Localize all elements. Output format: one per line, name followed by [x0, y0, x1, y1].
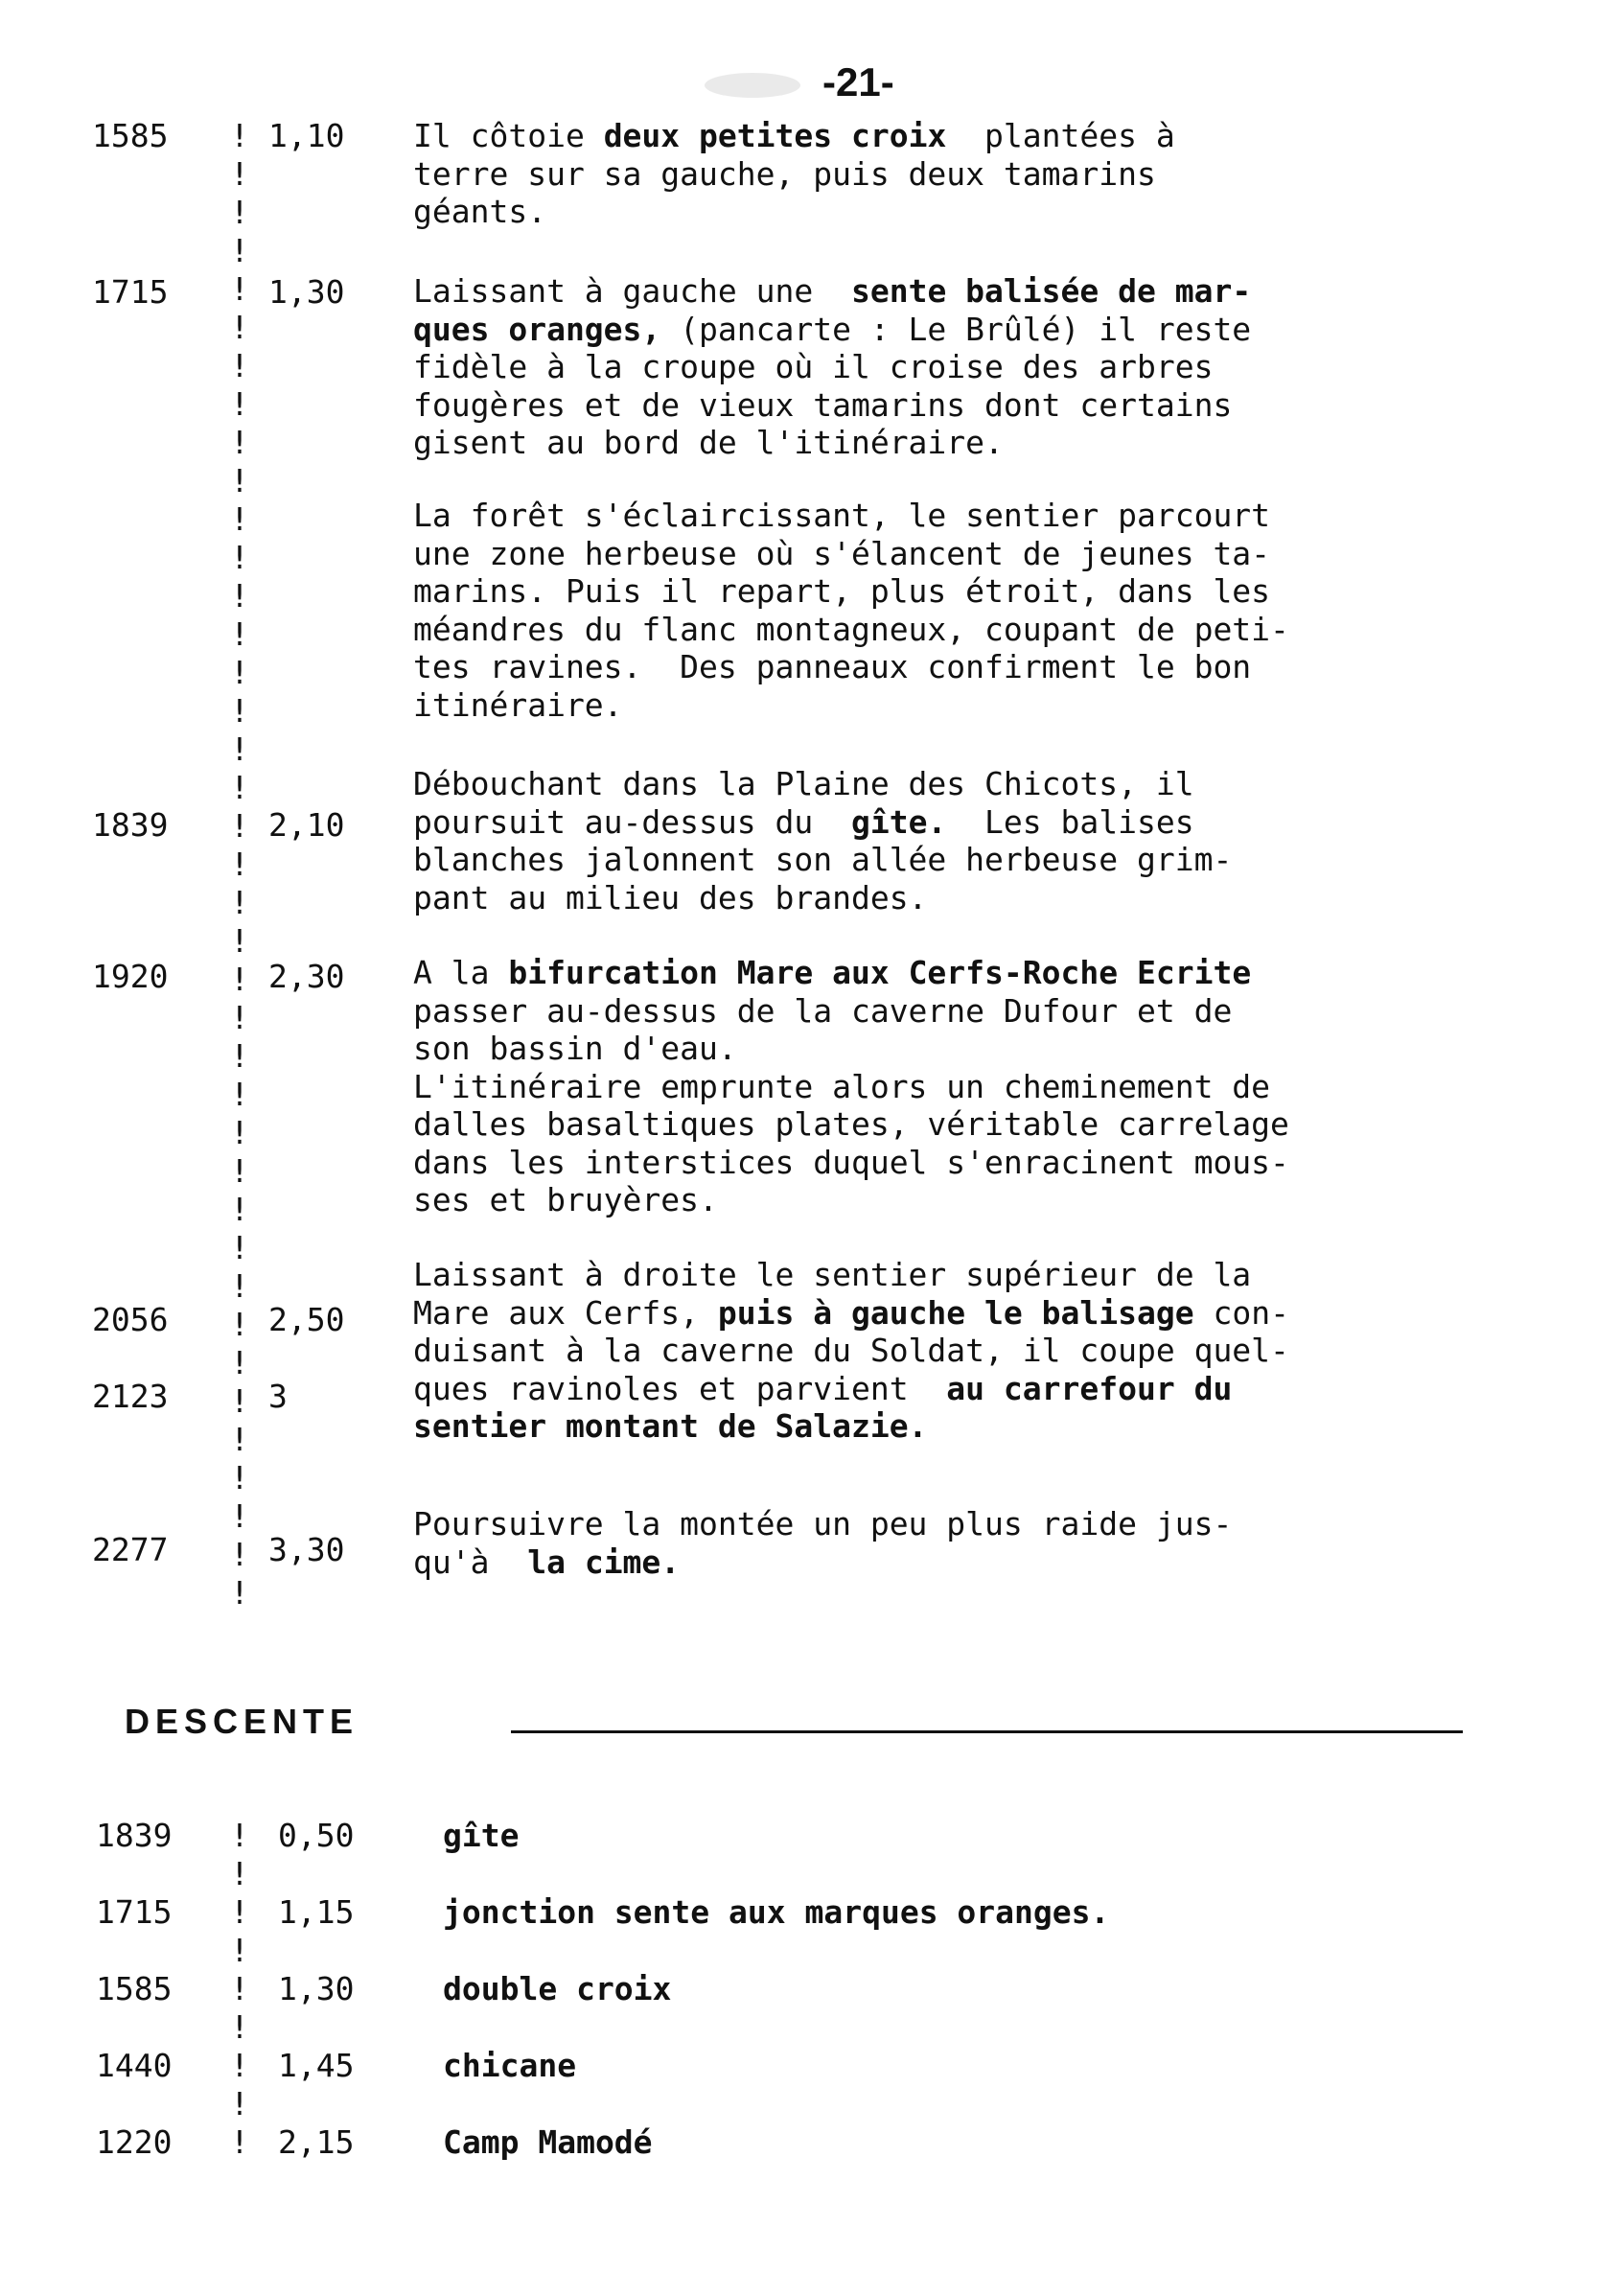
separator-mark: ! — [230, 462, 249, 499]
description-line — [413, 879, 1487, 917]
separator-mark: ! — [230, 884, 249, 921]
description-line — [413, 1505, 1487, 1543]
emphasis-text: au carrefour du — [946, 1369, 1233, 1407]
emphasis-text: la cime. — [527, 1542, 681, 1581]
text-segment: méandres du flanc montagneux, coupant de peti- — [413, 610, 1289, 648]
altitude-value: 2277 — [92, 1531, 169, 1568]
altitude-value: 1839 — [92, 806, 169, 844]
time-value: 1,10 — [268, 117, 345, 154]
separator-mark: ! — [230, 731, 249, 768]
text-segment: itinéraire. — [413, 685, 623, 724]
separator-mark: ! — [230, 1536, 249, 1573]
description-line — [413, 155, 1487, 194]
description-line — [413, 1294, 1487, 1333]
separator-mark: ! — [230, 615, 249, 653]
waypoint-label: double croix — [443, 1970, 672, 2007]
time-value: 1,30 — [278, 1970, 355, 2007]
description-line — [413, 803, 1487, 842]
text-segment: con- — [1193, 1293, 1289, 1332]
separator-mark: ! — [230, 1152, 249, 1190]
description-line — [413, 1256, 1487, 1294]
description-line — [413, 272, 1487, 311]
time-value: 1,30 — [268, 273, 345, 311]
description-line — [413, 1332, 1487, 1370]
emphasis-text: bifurcation Mare aux Cerfs-Roche Ecrite — [508, 954, 1252, 991]
text-segment: pant au milieu des brandes. — [413, 878, 928, 916]
emphasis-text: gîte. — [850, 802, 947, 841]
text-segment: duisant à la caverne du Soldat, il coupe quel- — [413, 1332, 1289, 1369]
time-value: 2,10 — [268, 806, 345, 844]
description-paragraph — [413, 1505, 1487, 1581]
text-segment: terre sur sa gauche, puis deux tamarins — [413, 154, 1156, 193]
text-segment: L'itinéraire emprunte alors un cheminement de — [413, 1067, 1271, 1105]
text-segment: une zone herbeuse où s'élancent de jeunes ta- — [413, 534, 1271, 572]
separator-mark: ! — [230, 309, 249, 346]
separator-mark: ! — [230, 1497, 249, 1535]
description-line — [413, 386, 1487, 425]
time-value: 2,50 — [268, 1301, 345, 1338]
separator-mark: ! — [230, 1932, 249, 1969]
text-segment: poursuit au-dessus du — [413, 802, 851, 841]
separator-mark: ! — [230, 2085, 249, 2122]
page-number: -21- — [822, 59, 894, 104]
separator-mark: ! — [230, 1970, 249, 2007]
description-line — [413, 686, 1487, 725]
description-line — [413, 992, 1487, 1031]
description-line — [413, 954, 1487, 992]
separator-mark: ! — [230, 1229, 249, 1266]
description-line — [413, 765, 1487, 803]
text-segment: fougères et de vieux tamarins dont certains — [413, 385, 1233, 424]
description-line — [413, 841, 1487, 879]
description-line — [413, 1370, 1487, 1408]
separator-mark: ! — [230, 1382, 249, 1420]
separator-mark: ! — [230, 1459, 249, 1496]
description-line — [413, 311, 1487, 349]
text-segment: son bassin d'eau. — [413, 1030, 737, 1067]
description-paragraph — [413, 1256, 1487, 1446]
time-value: 3 — [268, 1378, 288, 1415]
separator-mark: ! — [230, 500, 249, 538]
description-line — [413, 193, 1487, 231]
waypoint-label: Camp Mamodé — [443, 2123, 653, 2161]
separator-mark: ! — [230, 846, 249, 883]
separator-mark: ! — [230, 539, 249, 576]
waypoint-label: gîte — [443, 1817, 520, 1854]
emphasis-text: deux petites croix — [603, 117, 947, 154]
altitude-value: 1920 — [92, 958, 169, 995]
text-segment: dans les interstices duquel s'enracinent mous- — [413, 1143, 1289, 1181]
altitude-value: 1715 — [96, 1893, 173, 1931]
section-title: DESCENTE — [125, 1702, 359, 1741]
altitude-value: 1440 — [96, 2047, 173, 2084]
description-line — [413, 497, 1487, 535]
description-line — [413, 1144, 1487, 1182]
separator-mark: ! — [230, 1267, 249, 1305]
text-segment: La forêt s'éclaircissant, le sentier parcourt — [413, 497, 1271, 534]
text-segment: dalles basaltiques plates, véritable carrelage — [413, 1105, 1289, 1143]
separator-mark: ! — [230, 347, 249, 384]
separator-mark: ! — [230, 155, 249, 193]
description-line — [413, 1105, 1487, 1144]
separator-mark: ! — [230, 232, 249, 269]
section-rule — [511, 1730, 1463, 1733]
description-line — [413, 1068, 1487, 1106]
time-value: 2,30 — [268, 958, 345, 995]
description-paragraph — [413, 117, 1487, 231]
separator-mark: ! — [230, 194, 249, 231]
text-segment: A la — [413, 954, 509, 991]
description-line — [413, 117, 1487, 155]
altitude-value: 1715 — [92, 273, 169, 311]
separator-mark: ! — [230, 2123, 249, 2161]
description-line — [413, 424, 1487, 462]
separator-mark: ! — [230, 807, 249, 845]
separator-mark: ! — [230, 1037, 249, 1075]
text-segment: ques ravinoles et parvient — [413, 1369, 947, 1407]
time-value: 2,15 — [278, 2123, 355, 2161]
separator-mark: ! — [230, 961, 249, 998]
altitude-value: 2056 — [92, 1301, 169, 1338]
emphasis-text: sente balisée de mar- — [850, 272, 1252, 310]
waypoint-label: jonction sente aux marques oranges. — [443, 1893, 1110, 1931]
text-segment: Il côtoie — [413, 117, 604, 154]
separator-mark: ! — [230, 692, 249, 730]
separator-mark: ! — [230, 1344, 249, 1381]
altitude-value: 2123 — [92, 1378, 169, 1415]
separator-mark: ! — [230, 117, 249, 154]
altitude-value: 1220 — [96, 2123, 173, 2161]
text-segment: gisent au bord de l'itinéraire. — [413, 424, 1004, 461]
text-segment: qu'à — [413, 1542, 528, 1581]
separator-mark: ! — [230, 1855, 249, 1892]
waypoint-label: chicane — [443, 2047, 577, 2084]
text-segment: Laissant à droite le sentier supérieur de la — [413, 1256, 1252, 1293]
separator-mark: ! — [230, 769, 249, 806]
separator-mark: ! — [230, 2008, 249, 2046]
separator-mark: ! — [230, 2047, 249, 2084]
description-line — [413, 1181, 1487, 1219]
text-segment: passer au-dessus de la caverne Dufour et de — [413, 991, 1233, 1030]
text-segment: géants. — [413, 193, 547, 230]
text-segment: (pancarte : Le Brûlé) il reste — [660, 310, 1252, 348]
description-line — [413, 1543, 1487, 1582]
separator-mark: ! — [230, 922, 249, 960]
time-value: 1,45 — [278, 2047, 355, 2084]
text-segment: Les balises — [946, 802, 1194, 841]
separator-mark: ! — [230, 577, 249, 615]
description-paragraph — [413, 954, 1487, 1219]
description-line — [413, 1407, 1487, 1446]
separator-mark: ! — [230, 270, 249, 308]
text-segment: Mare aux Cerfs, — [413, 1293, 718, 1332]
separator-mark: ! — [230, 1893, 249, 1931]
altitude-value: 1839 — [96, 1817, 173, 1854]
text-segment: plantées à — [946, 117, 1175, 154]
stamp-mark — [705, 73, 800, 98]
text-segment: ses et bruyères. — [413, 1181, 718, 1218]
text-segment: Laissant à gauche une — [413, 272, 851, 310]
text-segment: blanches jalonnent son allée herbeuse grim- — [413, 841, 1233, 878]
text-segment: marins. Puis il repart, plus étroit, dans les — [413, 572, 1271, 610]
separator-mark: ! — [230, 1306, 249, 1343]
emphasis-text: sentier montant de Salazie. — [413, 1407, 928, 1445]
emphasis-text: ques oranges, — [413, 310, 661, 348]
text-segment: Débouchant dans la Plaine des Chicots, il — [413, 765, 1194, 802]
description-line — [413, 348, 1487, 386]
description-paragraph — [413, 765, 1487, 916]
description-line — [413, 535, 1487, 573]
separator-mark: ! — [230, 654, 249, 691]
separator-mark: ! — [230, 385, 249, 423]
separator-mark: ! — [230, 1817, 249, 1854]
time-value: 3,30 — [268, 1531, 345, 1568]
separator-mark: ! — [230, 1421, 249, 1458]
separator-mark: ! — [230, 1191, 249, 1228]
altitude-value: 1585 — [96, 1970, 173, 2007]
separator-mark: ! — [230, 424, 249, 461]
separator-mark: ! — [230, 1076, 249, 1113]
text-segment: Poursuivre la montée un peu plus raide jus- — [413, 1505, 1233, 1542]
description-paragraph — [413, 497, 1487, 724]
separator-mark: ! — [230, 1114, 249, 1151]
time-value: 0,50 — [278, 1817, 355, 1854]
separator-mark: ! — [230, 1574, 249, 1612]
separator-mark: ! — [230, 999, 249, 1036]
altitude-value: 1585 — [92, 117, 169, 154]
description-line — [413, 572, 1487, 611]
description-paragraph — [413, 272, 1487, 462]
description-line — [413, 611, 1487, 649]
text-segment: fidèle à la croupe où il croise des arbres — [413, 348, 1214, 385]
emphasis-text: puis à gauche le balisage — [717, 1293, 1194, 1332]
description-line — [413, 648, 1487, 686]
description-line — [413, 1030, 1487, 1068]
text-segment: tes ravines. Des panneaux confirment le bon — [413, 648, 1252, 685]
time-value: 1,15 — [278, 1893, 355, 1931]
